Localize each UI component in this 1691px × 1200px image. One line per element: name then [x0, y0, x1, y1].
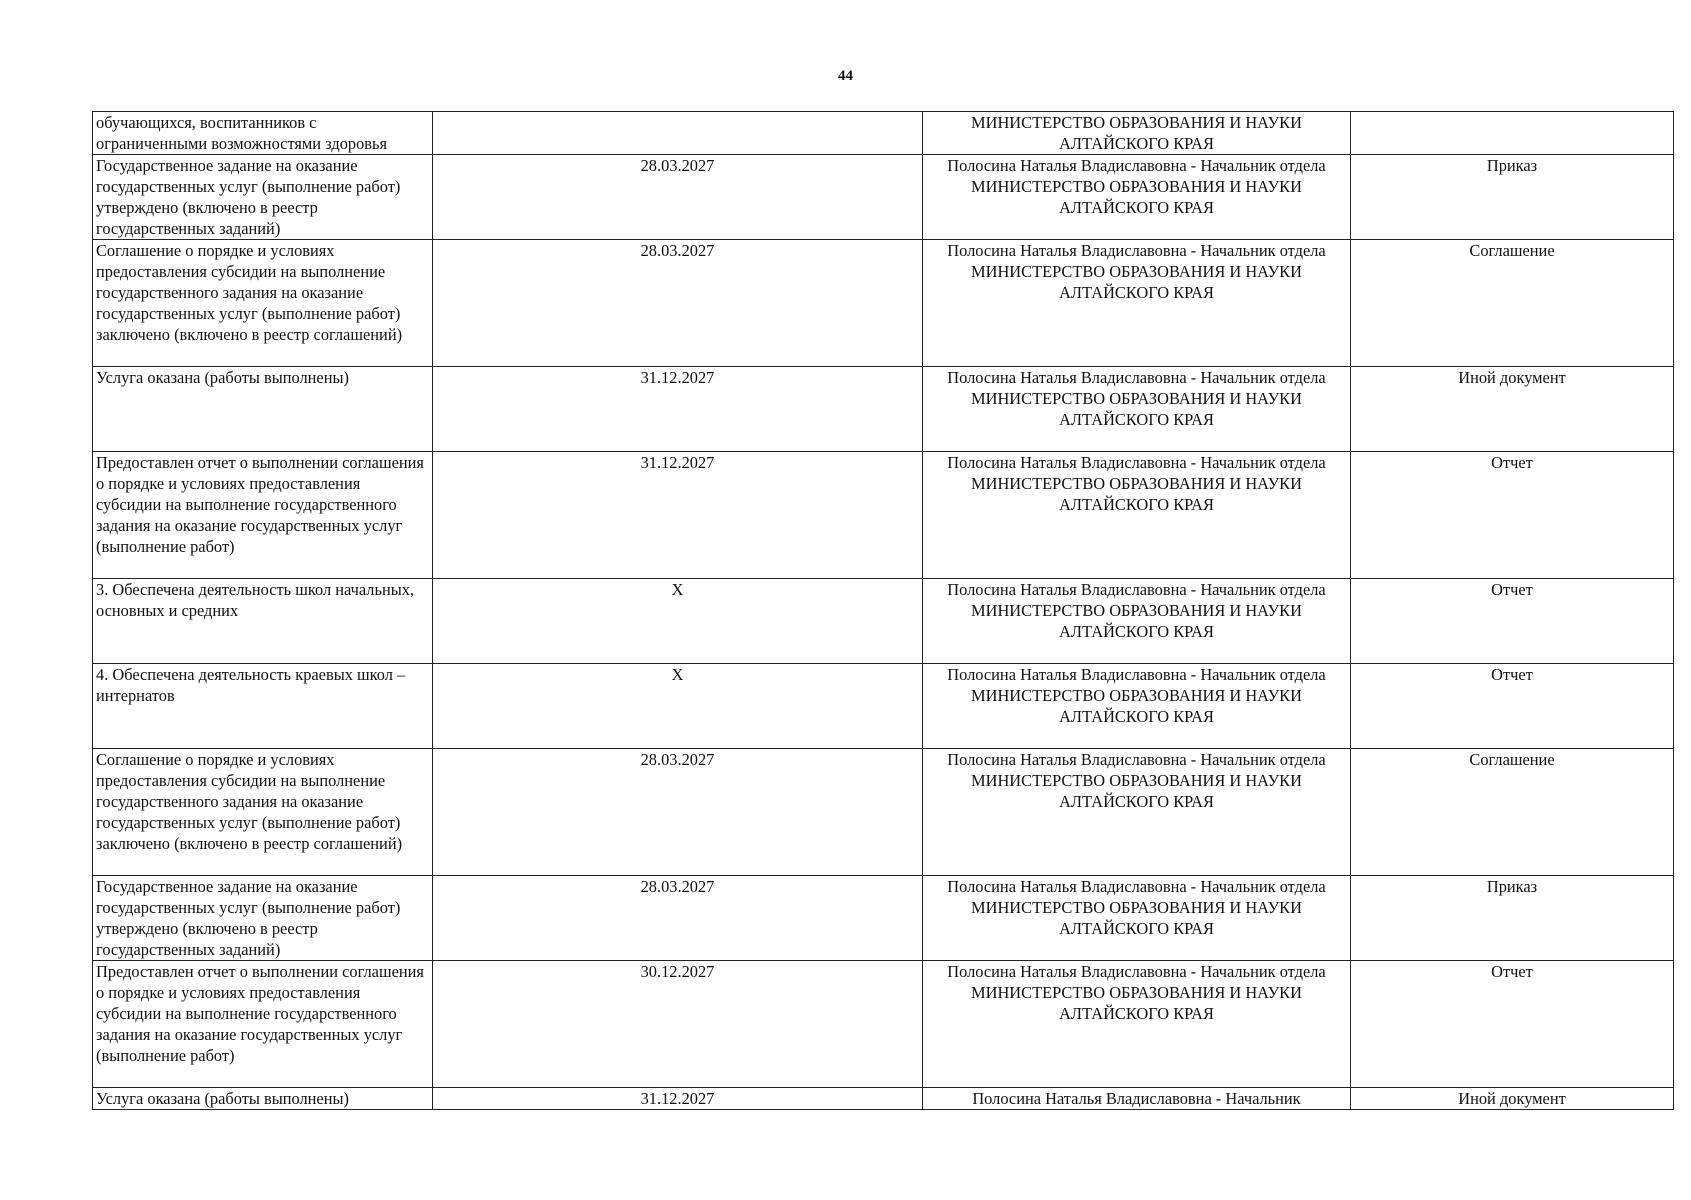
date-cell: 28.03.2027	[433, 155, 923, 240]
document-type-cell: Соглашение	[1351, 240, 1674, 367]
date-cell: 31.12.2027	[433, 367, 923, 452]
table-row	[93, 876, 1674, 961]
document-type-cell: Отчет	[1351, 579, 1674, 664]
table-row	[93, 749, 1674, 876]
responsible-line: Полосина Наталья Владиславовна - Начальник отдела	[947, 453, 1326, 472]
document-type-cell	[1351, 112, 1674, 155]
table-body	[93, 112, 1674, 1110]
document-type-cell: Отчет	[1351, 452, 1674, 579]
event-cell: Предоставлен отчет о выполнении соглашения о порядке и условиях предоставления субсидии на выполнение государственного задания на оказание государственных услуг (выполнение работ)	[93, 452, 433, 579]
table-row	[93, 452, 1674, 579]
implementation-plan-table	[92, 111, 1674, 1110]
event-cell: Соглашение о порядке и условиях предоставления субсидии на выполнение государственного задания на оказание государственных услуг (выполнение работ) заключено (включено в реестр соглашений)	[93, 749, 433, 876]
document-type-cell: Соглашение	[1351, 749, 1674, 876]
event-cell: Государственное задание на оказание государственных услуг (выполнение работ) утверждено (включено в реестр государственных заданий)	[93, 155, 433, 240]
responsible-line: МИНИСТЕРСТВО ОБРАЗОВАНИЯ И НАУКИ АЛТАЙСКОГО КРАЯ	[971, 601, 1302, 641]
date-cell: 28.03.2027	[433, 876, 923, 961]
responsible-cell	[923, 961, 1351, 1088]
event-cell: обучающихся, воспитанников с ограниченными возможностями здоровья	[93, 112, 433, 155]
responsible-line: Полосина Наталья Владиславовна - Начальник отдела	[947, 877, 1326, 896]
responsible-cell	[923, 112, 1351, 155]
document-type-cell: Отчет	[1351, 961, 1674, 1088]
responsible-cell	[923, 155, 1351, 240]
responsible-line: Полосина Наталья Владиславовна - Начальник отдела	[947, 368, 1326, 387]
responsible-cell	[923, 367, 1351, 452]
responsible-line: Полосина Наталья Владиславовна - Начальник отдела	[947, 580, 1326, 599]
document-type-cell: Отчет	[1351, 664, 1674, 749]
document-type-cell: Приказ	[1351, 155, 1674, 240]
responsible-cell	[923, 664, 1351, 749]
table-row	[93, 367, 1674, 452]
date-cell: 28.03.2027	[433, 240, 923, 367]
responsible-line: МИНИСТЕРСТВО ОБРАЗОВАНИЯ И НАУКИ АЛТАЙСКОГО КРАЯ	[971, 771, 1302, 811]
event-cell: 3. Обеспечена деятельность школ начальных, основных и средних	[93, 579, 433, 664]
responsible-line: МИНИСТЕРСТВО ОБРАЗОВАНИЯ И НАУКИ АЛТАЙСКОГО КРАЯ	[971, 898, 1302, 938]
responsible-line: Полосина Наталья Владиславовна - Начальник отдела	[947, 156, 1326, 175]
page-number: 44	[838, 68, 853, 84]
table-row	[93, 240, 1674, 367]
event-cell: Услуга оказана (работы выполнены)	[93, 367, 433, 452]
table-row	[93, 1088, 1674, 1110]
event-cell: Предоставлен отчет о выполнении соглашения о порядке и условиях предоставления субсидии на выполнение государственного задания на оказание государственных услуг (выполнение работ)	[93, 961, 433, 1088]
event-cell: Соглашение о порядке и условиях предоставления субсидии на выполнение государственного задания на оказание государственных услуг (выполнение работ) заключено (включено в реестр соглашений)	[93, 240, 433, 367]
table-row	[93, 664, 1674, 749]
document-type-cell: Приказ	[1351, 876, 1674, 961]
responsible-cell	[923, 240, 1351, 367]
date-cell: X	[433, 664, 923, 749]
document-type-cell: Иной документ	[1351, 367, 1674, 452]
date-cell: 31.12.2027	[433, 1088, 923, 1110]
responsible-line: МИНИСТЕРСТВО ОБРАЗОВАНИЯ И НАУКИ АЛТАЙСКОГО КРАЯ	[971, 113, 1302, 153]
responsible-cell	[923, 876, 1351, 961]
document-type-cell: Иной документ	[1351, 1088, 1674, 1110]
responsible-line: МИНИСТЕРСТВО ОБРАЗОВАНИЯ И НАУКИ АЛТАЙСКОГО КРАЯ	[971, 474, 1302, 514]
event-cell: 4. Обеспечена деятельность краевых школ – интернатов	[93, 664, 433, 749]
responsible-cell	[923, 579, 1351, 664]
responsible-line: МИНИСТЕРСТВО ОБРАЗОВАНИЯ И НАУКИ АЛТАЙСКОГО КРАЯ	[971, 177, 1302, 217]
table-row	[93, 112, 1674, 155]
responsible-line: Полосина Наталья Владиславовна - Начальник	[972, 1089, 1301, 1108]
responsible-line: МИНИСТЕРСТВО ОБРАЗОВАНИЯ И НАУКИ АЛТАЙСКОГО КРАЯ	[971, 389, 1302, 429]
table-row	[93, 155, 1674, 240]
table-row	[93, 961, 1674, 1088]
responsible-cell	[923, 452, 1351, 579]
responsible-line: Полосина Наталья Владиславовна - Начальник отдела	[947, 750, 1326, 769]
responsible-line: МИНИСТЕРСТВО ОБРАЗОВАНИЯ И НАУКИ АЛТАЙСКОГО КРАЯ	[971, 686, 1302, 726]
responsible-line: МИНИСТЕРСТВО ОБРАЗОВАНИЯ И НАУКИ АЛТАЙСКОГО КРАЯ	[971, 262, 1302, 302]
date-cell: 28.03.2027	[433, 749, 923, 876]
responsible-cell	[923, 749, 1351, 876]
date-cell	[433, 112, 923, 155]
responsible-line: Полосина Наталья Владиславовна - Начальник отдела	[947, 665, 1326, 684]
responsible-line: МИНИСТЕРСТВО ОБРАЗОВАНИЯ И НАУКИ АЛТАЙСКОГО КРАЯ	[971, 983, 1302, 1023]
event-cell: Услуга оказана (работы выполнены)	[93, 1088, 433, 1110]
date-cell: 30.12.2027	[433, 961, 923, 1088]
responsible-cell	[923, 1088, 1351, 1110]
responsible-line: Полосина Наталья Владиславовна - Начальник отдела	[947, 962, 1326, 981]
event-cell: Государственное задание на оказание государственных услуг (выполнение работ) утверждено (включено в реестр государственных заданий)	[93, 876, 433, 961]
date-cell: X	[433, 579, 923, 664]
date-cell: 31.12.2027	[433, 452, 923, 579]
table-row	[93, 579, 1674, 664]
responsible-line: Полосина Наталья Владиславовна - Начальник отдела	[947, 241, 1326, 260]
